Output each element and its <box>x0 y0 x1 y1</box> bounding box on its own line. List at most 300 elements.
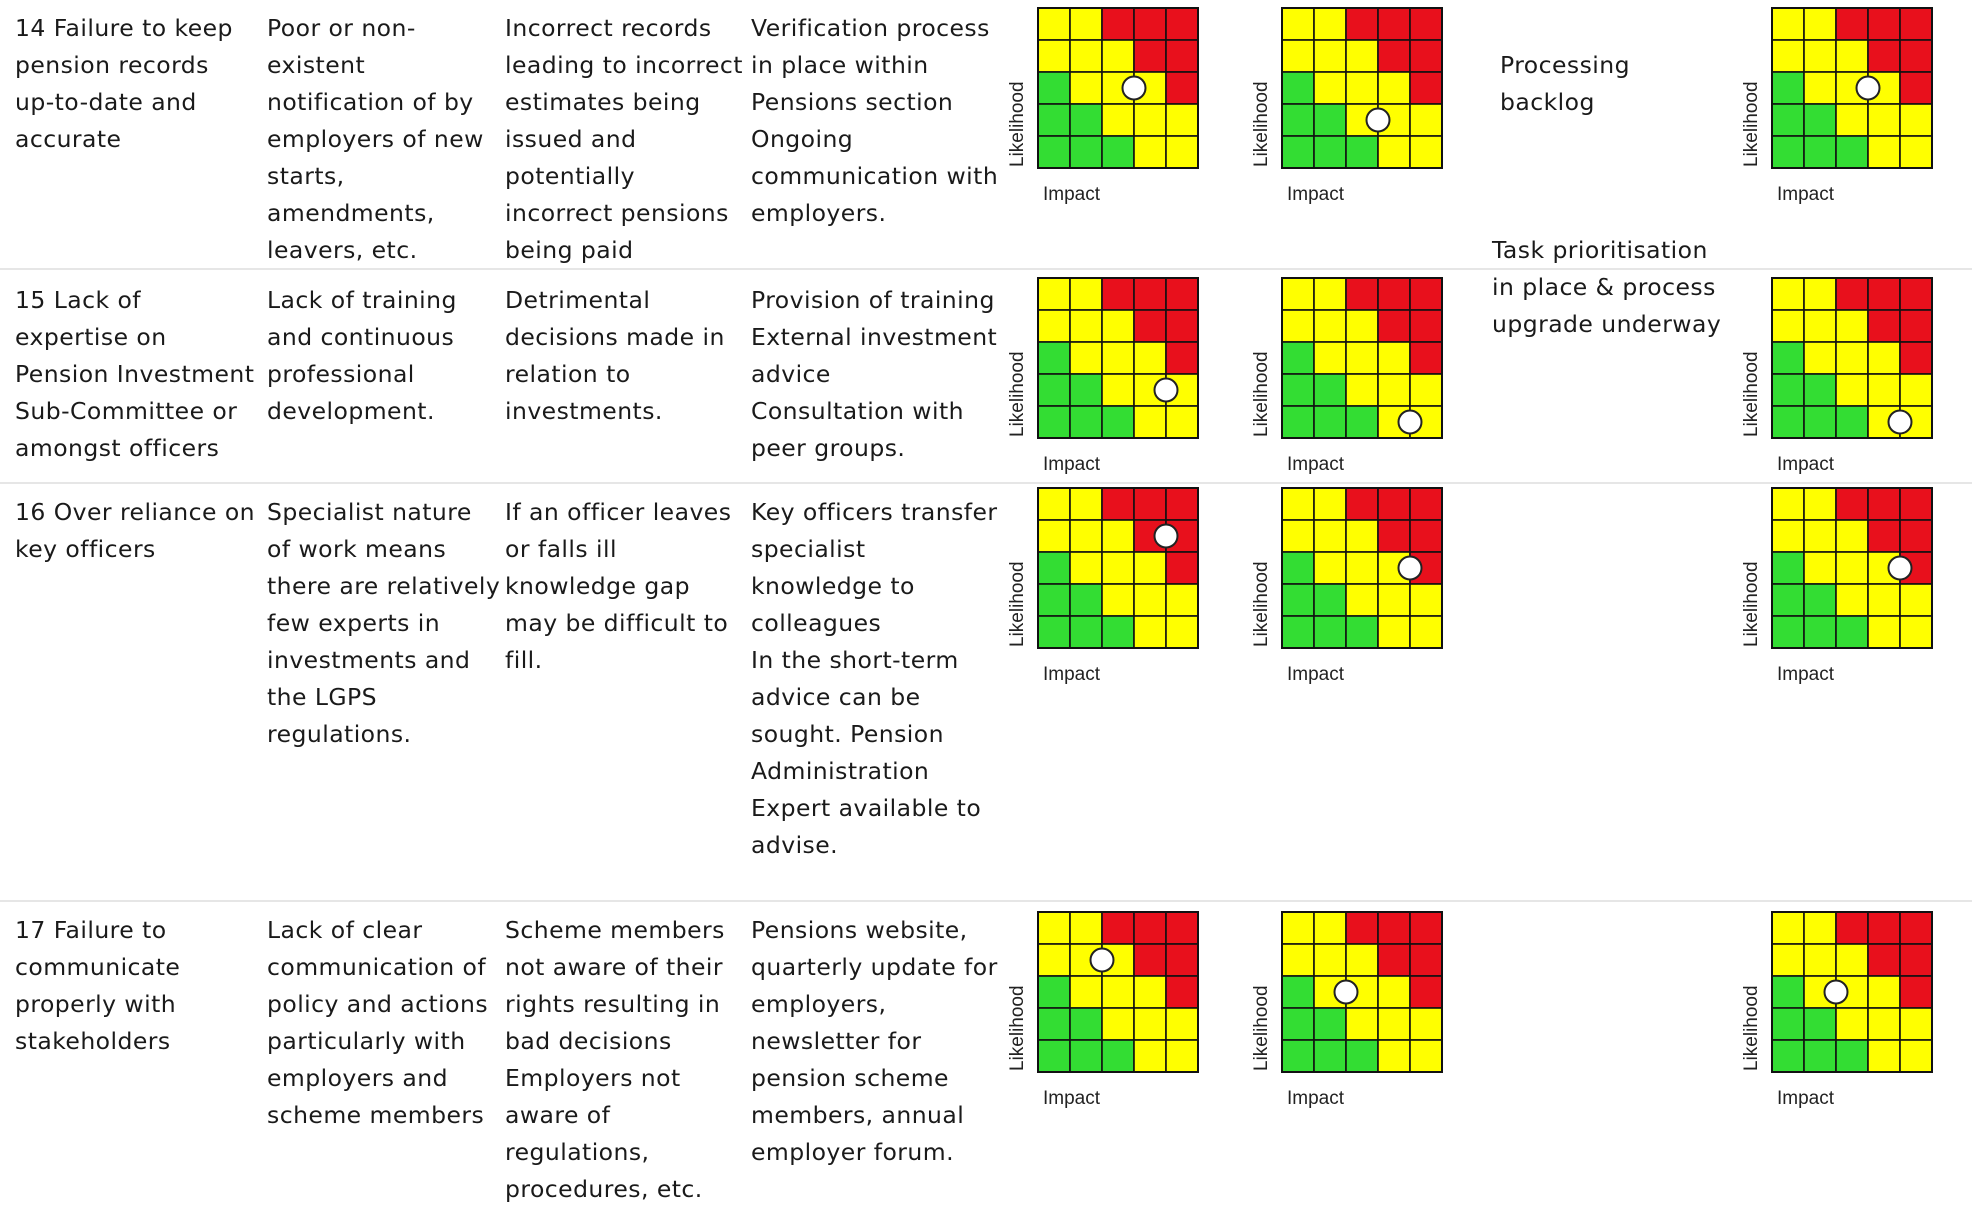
risk-cell-green <box>1070 104 1102 136</box>
risk-cell-yellow <box>1070 976 1102 1008</box>
risk-marker <box>1857 77 1880 100</box>
risk-grid <box>1003 0 1203 180</box>
risk-cell-green <box>1282 616 1314 648</box>
risk-cell-red <box>1868 944 1900 976</box>
risk-cell-green <box>1102 616 1134 648</box>
likelihood-axis-label: Likelihood <box>1007 351 1028 437</box>
risk-consequence: Incorrect records leading to incorrect estimates being issued and potentially incorrect pensions being paid <box>505 14 743 264</box>
risk-cell-yellow <box>1038 912 1070 944</box>
likelihood-axis-label: Likelihood <box>1251 985 1272 1071</box>
risk-cell-green <box>1038 552 1070 584</box>
risk-cell-green <box>1070 584 1102 616</box>
risk-grid <box>1003 480 1203 660</box>
risk-cell-green <box>1282 342 1314 374</box>
risk-cell-yellow <box>1868 374 1900 406</box>
inherent-risk-matrix <box>1003 904 1203 1124</box>
likelihood-axis-label: Likelihood <box>1741 561 1762 647</box>
risk-cell-red <box>1134 944 1166 976</box>
risk-cell-yellow <box>1038 520 1070 552</box>
current-risk-matrix <box>1247 480 1447 700</box>
risk-cell-yellow <box>1836 104 1868 136</box>
risk-cell-red <box>1868 40 1900 72</box>
risk-cell-yellow <box>1070 8 1102 40</box>
risk-cell-yellow <box>1102 976 1134 1008</box>
risk-cell-red <box>1166 976 1198 1008</box>
risk-cell-yellow <box>1804 552 1836 584</box>
risk-cell-red <box>1836 8 1868 40</box>
risk-cell-yellow <box>1134 406 1166 438</box>
risk-cell-green <box>1038 584 1070 616</box>
risk-cell-yellow <box>1804 520 1836 552</box>
risk-cell-yellow <box>1102 520 1134 552</box>
risk-cell-yellow <box>1134 616 1166 648</box>
risk-cell-red <box>1410 72 1442 104</box>
risk-cell-green <box>1282 136 1314 168</box>
risk-cell-red <box>1868 8 1900 40</box>
risk-cell-green <box>1102 406 1134 438</box>
risk-grid <box>1003 270 1203 450</box>
risk-cell-green <box>1804 406 1836 438</box>
risk-cell-yellow <box>1282 944 1314 976</box>
risk-cell-yellow <box>1102 552 1134 584</box>
risk-cell-red <box>1378 488 1410 520</box>
risk-marker <box>1889 557 1912 580</box>
risk-cell-red <box>1868 278 1900 310</box>
likelihood-axis-label: Likelihood <box>1007 985 1028 1071</box>
risk-cell-green <box>1282 374 1314 406</box>
risk-cell-green <box>1038 1008 1070 1040</box>
risk-cell-green <box>1772 1008 1804 1040</box>
target-risk-matrix <box>1737 270 1937 490</box>
risk-cell-red <box>1410 310 1442 342</box>
risk-cell-yellow <box>1836 552 1868 584</box>
risk-cell-red <box>1836 912 1868 944</box>
risk-cell-yellow <box>1378 1008 1410 1040</box>
risk-cell-green <box>1314 616 1346 648</box>
risk-cell-red <box>1346 8 1378 40</box>
risk-cell-red <box>1900 912 1932 944</box>
risk-cell-yellow <box>1282 278 1314 310</box>
risk-cell-red <box>1900 310 1932 342</box>
risk-cell-yellow <box>1410 374 1442 406</box>
risk-cell-green <box>1772 136 1804 168</box>
risk-cell-green <box>1038 136 1070 168</box>
risk-cell-yellow <box>1836 40 1868 72</box>
risk-cell-yellow <box>1804 944 1836 976</box>
risk-cell-yellow <box>1378 374 1410 406</box>
risk-cell-green <box>1804 584 1836 616</box>
risk-cell-green <box>1282 406 1314 438</box>
risk-cell-green <box>1772 342 1804 374</box>
risk-cell-yellow <box>1772 310 1804 342</box>
risk-cell-yellow <box>1772 520 1804 552</box>
risk-cell-green <box>1282 584 1314 616</box>
risk-cause: Specialist nature of work means there are relatively few experts in investments and the LGPS regulations. <box>267 498 501 748</box>
risk-cell-yellow <box>1378 584 1410 616</box>
risk-cell-green <box>1070 1040 1102 1072</box>
risk-marker <box>1399 557 1422 580</box>
risk-grid <box>1737 0 1937 180</box>
risk-cell-green <box>1346 616 1378 648</box>
risk-cell-yellow <box>1868 136 1900 168</box>
risk-title: 15 Lack of expertise on Pension Investment Sub-Committee or amongst officers <box>15 286 255 462</box>
risk-cell-yellow <box>1102 1008 1134 1040</box>
risk-cell-yellow <box>1900 104 1932 136</box>
risk-marker <box>1825 981 1848 1004</box>
risk-cell-green <box>1836 1040 1868 1072</box>
risk-cell-green <box>1772 374 1804 406</box>
risk-grid <box>1737 480 1937 660</box>
risk-cell-yellow <box>1900 1008 1932 1040</box>
risk-cell-red <box>1102 278 1134 310</box>
risk-cell-yellow <box>1134 584 1166 616</box>
risk-cell-green <box>1314 136 1346 168</box>
risk-cell-yellow <box>1134 976 1166 1008</box>
risk-cell-red <box>1166 552 1198 584</box>
risk-cell-yellow <box>1102 584 1134 616</box>
risk-cell-yellow <box>1134 552 1166 584</box>
further-action-title: Processing backlog <box>1500 51 1630 116</box>
risk-cell-red <box>1102 912 1134 944</box>
risk-cell-yellow <box>1282 310 1314 342</box>
risk-controls: Pensions website, quarterly update for employers, newsletter for pension scheme members, annual employer forum. <box>751 916 998 1166</box>
impact-axis-label: Impact <box>1777 664 1835 685</box>
risk-cell-red <box>1378 310 1410 342</box>
risk-cell-yellow <box>1314 488 1346 520</box>
likelihood-axis-label: Likelihood <box>1251 81 1272 167</box>
risk-cell-green <box>1314 374 1346 406</box>
risk-cell-yellow <box>1410 584 1442 616</box>
risk-cell-yellow <box>1804 912 1836 944</box>
risk-row-16 <box>0 484 1972 900</box>
risk-cell-yellow <box>1772 912 1804 944</box>
likelihood-axis-label: Likelihood <box>1741 81 1762 167</box>
risk-cell-red <box>1346 488 1378 520</box>
risk-cell-yellow <box>1314 278 1346 310</box>
likelihood-axis-label: Likelihood <box>1251 351 1272 437</box>
risk-cell-yellow <box>1868 1040 1900 1072</box>
risk-cell-yellow <box>1314 8 1346 40</box>
risk-cell-yellow <box>1166 584 1198 616</box>
likelihood-axis-label: Likelihood <box>1741 351 1762 437</box>
risk-cell-green <box>1804 374 1836 406</box>
risk-cell-yellow <box>1070 310 1102 342</box>
risk-cell-green <box>1804 104 1836 136</box>
risk-cell-green <box>1070 374 1102 406</box>
risk-cell-yellow <box>1166 1008 1198 1040</box>
risk-cell-green <box>1772 976 1804 1008</box>
risk-cell-yellow <box>1836 944 1868 976</box>
risk-cell-yellow <box>1346 944 1378 976</box>
risk-cell-yellow <box>1166 616 1198 648</box>
risk-cell-green <box>1346 406 1378 438</box>
impact-axis-label: Impact <box>1287 454 1345 475</box>
risk-cell-yellow <box>1410 616 1442 648</box>
impact-axis-label: Impact <box>1043 184 1101 205</box>
risk-cell-red <box>1378 912 1410 944</box>
risk-title: 16 Over reliance on key officers <box>15 498 255 563</box>
risk-cell-green <box>1038 374 1070 406</box>
risk-cell-green <box>1314 104 1346 136</box>
risk-cell-red <box>1410 40 1442 72</box>
likelihood-axis-label: Likelihood <box>1007 81 1028 167</box>
risk-cell-red <box>1410 912 1442 944</box>
risk-cell-red <box>1102 8 1134 40</box>
risk-row-14 <box>0 0 1972 338</box>
risk-marker <box>1367 109 1390 132</box>
risk-cell-green <box>1772 1040 1804 1072</box>
risk-consequence: Scheme members not aware of their rights resulting in bad decisions Employers not aware of regulations, procedures, etc. <box>505 916 725 1203</box>
risk-cell-red <box>1410 976 1442 1008</box>
risk-cell-yellow <box>1378 72 1410 104</box>
risk-cell-yellow <box>1038 488 1070 520</box>
risk-cell-red <box>1868 912 1900 944</box>
risk-cell-yellow <box>1378 136 1410 168</box>
risk-cell-yellow <box>1166 104 1198 136</box>
risk-cell-red <box>1378 278 1410 310</box>
impact-axis-label: Impact <box>1777 184 1835 205</box>
risk-cell-yellow <box>1346 584 1378 616</box>
risk-cell-yellow <box>1804 342 1836 374</box>
risk-marker <box>1399 411 1422 434</box>
impact-axis-label: Impact <box>1287 184 1345 205</box>
risk-cell-red <box>1134 278 1166 310</box>
risk-cell-red <box>1900 72 1932 104</box>
risk-cell-red <box>1134 8 1166 40</box>
risk-cell-red <box>1166 342 1198 374</box>
risk-cell-yellow <box>1410 104 1442 136</box>
risk-cell-green <box>1070 406 1102 438</box>
risk-cell-green <box>1038 1040 1070 1072</box>
risk-marker <box>1091 949 1114 972</box>
risk-cell-yellow <box>1346 520 1378 552</box>
current-risk-matrix <box>1247 0 1447 220</box>
risk-controls: Key officers transfer specialist knowledge to colleagues In the short-term advice can be sought. Pension Administration Expert available to advise. <box>751 498 998 859</box>
risk-cell-green <box>1804 1040 1836 1072</box>
further-action-detail: Task prioritisation in place & process upgrade underway <box>1492 236 1722 338</box>
risk-cell-red <box>1900 520 1932 552</box>
risk-cell-red <box>1378 8 1410 40</box>
risk-cell-green <box>1314 1040 1346 1072</box>
risk-cell-green <box>1314 406 1346 438</box>
risk-cell-yellow <box>1102 310 1134 342</box>
risk-cell-yellow <box>1836 584 1868 616</box>
risk-consequence: Detrimental decisions made in relation to investments. <box>505 286 725 425</box>
risk-grid <box>1737 270 1937 450</box>
risk-cell-red <box>1410 520 1442 552</box>
current-risk-matrix <box>1247 904 1447 1124</box>
risk-cell-yellow <box>1772 8 1804 40</box>
risk-cell-green <box>1070 136 1102 168</box>
risk-cell-green <box>1102 136 1134 168</box>
risk-cell-green <box>1038 976 1070 1008</box>
risk-cell-yellow <box>1070 552 1102 584</box>
risk-cell-yellow <box>1070 278 1102 310</box>
risk-cell-red <box>1166 944 1198 976</box>
risk-cell-green <box>1772 406 1804 438</box>
risk-marker <box>1155 525 1178 548</box>
impact-axis-label: Impact <box>1287 1088 1345 1109</box>
risk-cell-yellow <box>1134 136 1166 168</box>
risk-cell-red <box>1836 278 1868 310</box>
risk-cell-red <box>1900 278 1932 310</box>
risk-cell-yellow <box>1346 40 1378 72</box>
risk-marker <box>1889 411 1912 434</box>
risk-cell-red <box>1410 944 1442 976</box>
risk-cell-yellow <box>1772 278 1804 310</box>
risk-cell-red <box>1166 912 1198 944</box>
risk-cell-red <box>1166 72 1198 104</box>
risk-cell-red <box>1868 310 1900 342</box>
risk-cell-red <box>1134 488 1166 520</box>
impact-axis-label: Impact <box>1043 1088 1101 1109</box>
risk-cell-yellow <box>1038 8 1070 40</box>
risk-row-15 <box>0 270 1972 482</box>
risk-cell-yellow <box>1804 40 1836 72</box>
risk-cell-red <box>1868 488 1900 520</box>
risk-cell-yellow <box>1804 72 1836 104</box>
risk-cell-green <box>1070 616 1102 648</box>
risk-cell-red <box>1134 310 1166 342</box>
target-risk-matrix <box>1737 480 1937 700</box>
risk-cell-yellow <box>1804 278 1836 310</box>
risk-cell-red <box>1166 278 1198 310</box>
risk-cell-yellow <box>1346 1008 1378 1040</box>
risk-cell-red <box>1166 310 1198 342</box>
risk-cell-yellow <box>1038 278 1070 310</box>
risk-cell-red <box>1836 488 1868 520</box>
risk-cell-red <box>1134 912 1166 944</box>
risk-title: 14 Failure to keep pension records up-to-date and accurate <box>15 14 233 153</box>
risk-cell-yellow <box>1346 374 1378 406</box>
risk-cell-yellow <box>1378 1040 1410 1072</box>
risk-cell-yellow <box>1314 40 1346 72</box>
risk-cell-red <box>1166 8 1198 40</box>
risk-cell-green <box>1772 584 1804 616</box>
risk-cell-yellow <box>1134 104 1166 136</box>
likelihood-axis-label: Likelihood <box>1007 561 1028 647</box>
risk-grid <box>1737 904 1937 1084</box>
risk-cell-yellow <box>1166 136 1198 168</box>
risk-cell-yellow <box>1378 616 1410 648</box>
risk-cell-yellow <box>1314 552 1346 584</box>
risk-cell-yellow <box>1900 136 1932 168</box>
risk-cell-yellow <box>1070 912 1102 944</box>
risk-cell-yellow <box>1772 40 1804 72</box>
risk-cell-yellow <box>1868 104 1900 136</box>
risk-cell-yellow <box>1166 406 1198 438</box>
risk-cell-yellow <box>1836 1008 1868 1040</box>
risk-cell-yellow <box>1314 72 1346 104</box>
risk-cell-yellow <box>1804 8 1836 40</box>
risk-cell-red <box>1410 278 1442 310</box>
risk-cell-green <box>1314 584 1346 616</box>
risk-cell-yellow <box>1314 520 1346 552</box>
risk-cell-yellow <box>1868 584 1900 616</box>
risk-cell-yellow <box>1070 72 1102 104</box>
risk-cell-green <box>1070 1008 1102 1040</box>
risk-cell-green <box>1102 1040 1134 1072</box>
risk-cell-green <box>1038 616 1070 648</box>
risk-cell-yellow <box>1868 342 1900 374</box>
risk-cell-yellow <box>1134 342 1166 374</box>
risk-cell-yellow <box>1836 310 1868 342</box>
risk-cell-green <box>1038 342 1070 374</box>
likelihood-axis-label: Likelihood <box>1251 561 1272 647</box>
risk-cell-yellow <box>1282 912 1314 944</box>
impact-axis-label: Impact <box>1777 1088 1835 1109</box>
risk-cell-yellow <box>1836 342 1868 374</box>
risk-cell-green <box>1346 1040 1378 1072</box>
risk-cell-red <box>1900 342 1932 374</box>
risk-cell-green <box>1282 976 1314 1008</box>
target-risk-matrix <box>1737 0 1937 220</box>
risk-cell-yellow <box>1282 40 1314 72</box>
risk-cell-yellow <box>1868 976 1900 1008</box>
risk-cell-yellow <box>1134 1040 1166 1072</box>
risk-cell-green <box>1346 136 1378 168</box>
risk-grid <box>1247 270 1447 450</box>
risk-cell-yellow <box>1282 520 1314 552</box>
risk-cell-red <box>1378 520 1410 552</box>
risk-cell-yellow <box>1772 488 1804 520</box>
risk-cell-yellow <box>1378 976 1410 1008</box>
risk-cell-green <box>1772 72 1804 104</box>
risk-cell-yellow <box>1282 488 1314 520</box>
risk-cell-yellow <box>1314 944 1346 976</box>
risk-cell-green <box>1282 552 1314 584</box>
risk-cell-green <box>1038 104 1070 136</box>
risk-cell-yellow <box>1410 136 1442 168</box>
impact-axis-label: Impact <box>1043 664 1101 685</box>
risk-cell-yellow <box>1804 488 1836 520</box>
risk-cell-yellow <box>1378 342 1410 374</box>
risk-marker <box>1123 77 1146 100</box>
risk-row-17 <box>0 902 1972 1202</box>
risk-cell-yellow <box>1038 310 1070 342</box>
risk-cell-yellow <box>1282 8 1314 40</box>
risk-cause: Lack of training and continuous professional development. <box>267 286 457 425</box>
risk-cell-red <box>1134 40 1166 72</box>
risk-consequence: If an officer leaves or falls ill knowledge gap may be difficult to fill. <box>505 498 732 674</box>
risk-cell-green <box>1038 406 1070 438</box>
risk-cell-yellow <box>1070 488 1102 520</box>
risk-cell-red <box>1102 488 1134 520</box>
risk-cell-yellow <box>1134 1008 1166 1040</box>
target-risk-matrix <box>1737 904 1937 1124</box>
risk-cell-yellow <box>1836 520 1868 552</box>
risk-cell-green <box>1772 552 1804 584</box>
risk-cell-yellow <box>1346 310 1378 342</box>
risk-cell-red <box>1410 342 1442 374</box>
risk-cell-yellow <box>1102 40 1134 72</box>
risk-cell-red <box>1166 40 1198 72</box>
risk-cell-yellow <box>1900 584 1932 616</box>
risk-cell-yellow <box>1410 1008 1442 1040</box>
risk-cell-yellow <box>1070 520 1102 552</box>
risk-cell-yellow <box>1868 616 1900 648</box>
risk-cell-red <box>1868 520 1900 552</box>
risk-cell-yellow <box>1410 1040 1442 1072</box>
risk-marker <box>1335 981 1358 1004</box>
risk-cell-green <box>1804 136 1836 168</box>
risk-grid <box>1247 480 1447 660</box>
risk-cause: Poor or non-existent notification of by employers of new starts, amendments, leavers, etc. <box>267 14 484 264</box>
risk-cell-red <box>1900 488 1932 520</box>
risk-cell-red <box>1900 944 1932 976</box>
likelihood-axis-label: Likelihood <box>1741 985 1762 1071</box>
risk-cell-green <box>1836 136 1868 168</box>
